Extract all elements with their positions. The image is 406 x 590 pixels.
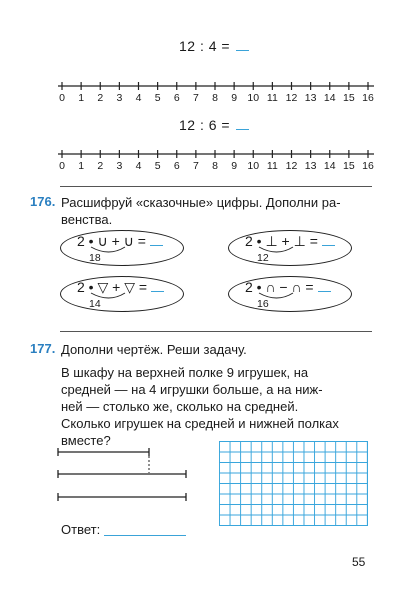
tick-label: 8 (212, 160, 218, 172)
tick-label: 10 (247, 92, 260, 104)
equation-text: 12 : 4 = (179, 38, 231, 54)
tick-label: 13 (304, 160, 317, 172)
tick-label: 13 (304, 92, 317, 104)
oval-sum: 16 (257, 298, 269, 310)
tick-label: 16 (362, 92, 374, 104)
answer-field[interactable] (104, 535, 186, 536)
tick-label: 1 (78, 92, 85, 104)
answer-blank[interactable] (236, 117, 249, 130)
problem-line-4: Сколько игрушек на средней и нижней полках (61, 416, 339, 431)
problem-line-1: В шкафу на верхней полке 9 игрушек, на (61, 365, 309, 380)
answer-blank[interactable] (322, 233, 335, 246)
oval-equation-2 (228, 230, 352, 266)
tick-label: 2 (97, 92, 104, 104)
task-number-177: 177. (30, 341, 56, 356)
tick-label: 8 (212, 92, 218, 104)
segment-diagram[interactable] (55, 445, 191, 505)
tick-label: 6 (173, 160, 180, 172)
oval-expression: 2 • ∩ − ∩ = (245, 279, 314, 295)
oval-expression: 2 • ⊥ + ⊥ = (245, 233, 318, 249)
oval-equation-4 (228, 276, 352, 312)
answer-blank[interactable] (236, 38, 249, 51)
tick-label: 2 (97, 160, 104, 172)
tick-label: 7 (192, 160, 199, 172)
answer-blank[interactable] (151, 279, 164, 292)
tick-label: 0 (59, 92, 65, 104)
oval-expression: 2 • ▽ + ▽ = (77, 279, 148, 295)
number-line-1 (58, 79, 376, 104)
oval-sum: 14 (89, 298, 101, 310)
section-divider (60, 331, 372, 332)
answer-label: Ответ: (61, 522, 101, 537)
tick-label: 12 (285, 160, 298, 172)
task-number-176: 176. (30, 194, 56, 209)
equation-12-div-6 (179, 117, 249, 133)
task-176-text-line2: венства. (61, 212, 113, 227)
tick-label: 3 (116, 160, 123, 172)
answer-blank[interactable] (318, 279, 331, 292)
tick-label: 16 (362, 160, 374, 172)
tick-label: 11 (266, 160, 278, 172)
task-177-instruction: Дополни чертёж. Реши задачу. (61, 342, 247, 357)
tick-label: 9 (231, 92, 238, 104)
tick-label: 6 (173, 92, 180, 104)
tick-label: 4 (135, 92, 142, 104)
tick-label: 15 (343, 160, 355, 172)
problem-line-3: ней — столько же, сколько на средней. (61, 399, 299, 414)
oval-equation-3 (60, 276, 184, 312)
problem-line-5: вместе? (61, 433, 111, 448)
tick-label: 1 (78, 160, 85, 172)
number-line-axis (58, 147, 376, 161)
tick-label: 3 (116, 92, 123, 104)
tick-label: 10 (247, 160, 260, 172)
tick-label: 7 (192, 92, 199, 104)
tick-label: 0 (59, 160, 65, 172)
tick-label: 9 (231, 160, 238, 172)
page-number: 55 (352, 555, 366, 569)
oval-expression: 2 • ∪ + ∪ = (77, 233, 146, 249)
answer-blank[interactable] (150, 233, 163, 246)
oval-sum: 18 (89, 252, 101, 264)
tick-label: 11 (266, 92, 278, 104)
number-line-axis (58, 79, 376, 93)
section-divider (60, 186, 372, 187)
number-line-2 (58, 147, 376, 172)
tick-label: 4 (135, 160, 142, 172)
tick-label: 5 (154, 160, 161, 172)
tick-label: 12 (285, 92, 298, 104)
tick-label: 14 (323, 92, 336, 104)
problem-line-2: средней — на 4 игрушки больше, а на ниж- (61, 382, 323, 397)
oval-equation-1 (60, 230, 184, 266)
oval-sum: 12 (257, 252, 269, 264)
equation-text: 12 : 6 = (179, 117, 231, 133)
solution-grid[interactable] (219, 441, 368, 526)
tick-label: 5 (154, 92, 161, 104)
tick-label: 14 (323, 160, 336, 172)
task-176-text-line1: Расшифруй «сказочные» цифры. Дополни ра- (61, 195, 341, 210)
tick-label: 15 (343, 92, 355, 104)
equation-12-div-4 (179, 38, 249, 54)
